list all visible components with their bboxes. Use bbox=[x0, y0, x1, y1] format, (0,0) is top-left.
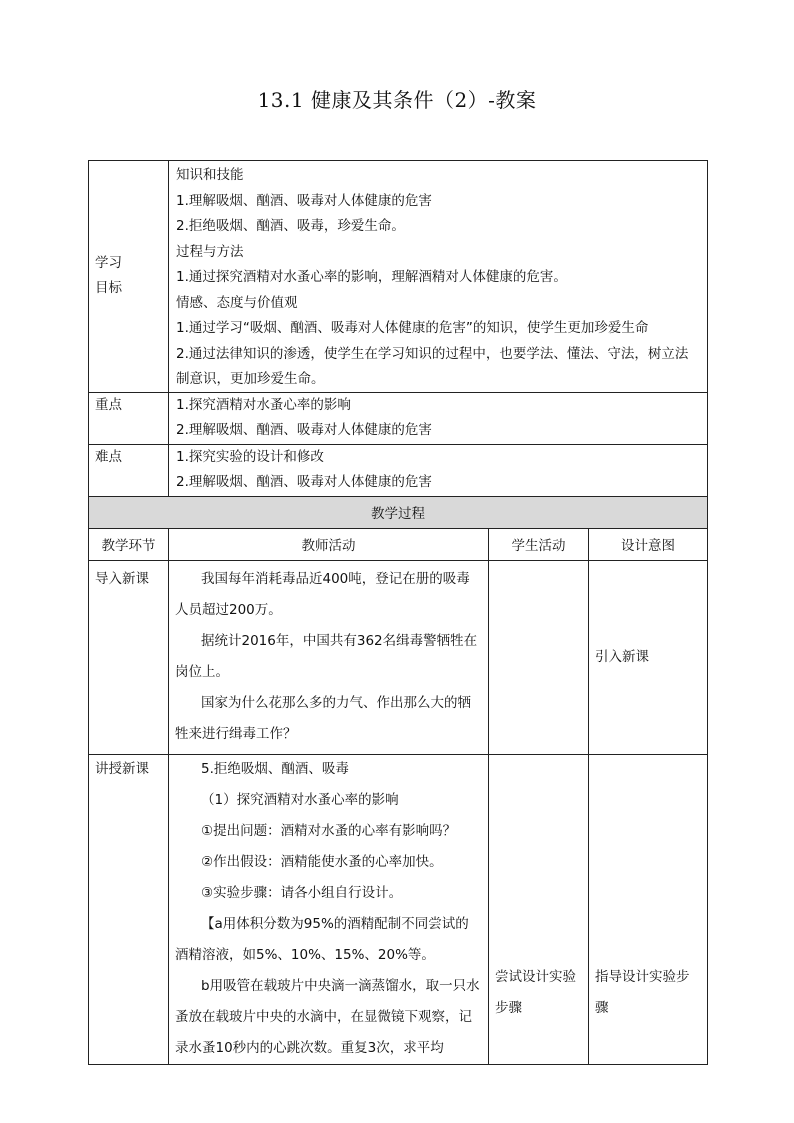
process-header-row bbox=[89, 496, 708, 528]
difficulties-label-cell bbox=[89, 444, 169, 496]
lecture-teacher-paragraph: b用吸管在载玻片中央滴一滴蒸馏水，取一只水蚤放在载玻片中央的水滴中，在显微镜下观察，记录水蚤10秒内的心跳次数。重复3次，求平均 bbox=[175, 977, 480, 1056]
key-points-row bbox=[89, 392, 708, 444]
lecture-teacher-paragraph: ②作出假设：酒精能使水蚤的心率加快。 bbox=[201, 853, 443, 870]
goals-content bbox=[169, 161, 708, 393]
lecture-teacher-paragraph: （1）探究酒精对水蚤心率的影响 bbox=[201, 791, 399, 808]
goals-label-cell bbox=[89, 161, 169, 393]
lecture-teacher-paragraph: 【a用体积分数为95%的酒精配制不同尝试的酒精溶液，如5%、10%、15%、20%等。 bbox=[175, 915, 469, 963]
column-header-student: 学生活动 bbox=[489, 528, 589, 560]
lecture-student: 尝试设计实验步骤 bbox=[495, 968, 576, 1016]
intro-teacher-paragraph: 我国每年消耗毒品近400吨，登记在册的吸毒人员超过200万。 bbox=[175, 570, 470, 618]
intro-teacher-cell bbox=[169, 560, 489, 754]
process-header: 教学过程 bbox=[89, 496, 708, 528]
intro-intent: 引入新课 bbox=[595, 648, 649, 665]
goals-line: 2.通过法律知识的渗透，使学生在学习知识的过程中，也要学法、懂法、守法，树立法制意识，更加珍爱生命。 bbox=[176, 345, 689, 387]
lesson-plan-table bbox=[88, 160, 708, 1065]
key-point-line: 1.探究酒精对水蚤心率的影响 bbox=[176, 396, 351, 413]
difficulties-content bbox=[169, 444, 708, 496]
lecture-teacher-paragraph: 5.拒绝吸烟、酗酒、吸毒 bbox=[201, 760, 349, 777]
intro-stage: 导入新课 bbox=[95, 570, 149, 587]
lecture-row bbox=[89, 754, 708, 1064]
lecture-teacher-paragraph: ③实验步骤：请各小组自行设计。 bbox=[201, 884, 403, 901]
goals-label: 学习目标 bbox=[95, 255, 122, 297]
page-title: 13.1 健康及其条件（2）-教案 bbox=[257, 88, 537, 112]
lecture-student-cell bbox=[489, 754, 589, 1064]
intro-teacher-paragraph: 国家为什么花那么多的力气、作出那么大的牺牲来进行缉毒工作？ bbox=[175, 694, 471, 742]
lecture-teacher-cell bbox=[169, 754, 489, 1064]
key-points-label-cell bbox=[89, 392, 169, 444]
difficulties-row bbox=[89, 444, 708, 496]
goals-line: 1.理解吸烟、酗酒、吸毒对人体健康的危害 bbox=[176, 192, 432, 209]
goals-line: 过程与方法 bbox=[176, 243, 244, 260]
intro-intent-cell bbox=[589, 560, 708, 754]
goals-line: 知识和技能 bbox=[176, 167, 244, 183]
lecture-teacher-paragraph: ①提出问题：酒精对水蚤的心率有影响吗？ bbox=[201, 822, 457, 839]
difficulty-line: 2.理解吸烟、酗酒、吸毒对人体健康的危害 bbox=[176, 474, 432, 490]
goals-row bbox=[89, 161, 708, 393]
intro-stage-cell bbox=[89, 560, 169, 754]
intro-teacher-paragraph: 据统计2016年，中国共有362名缉毒警牺牲在岗位上。 bbox=[175, 632, 478, 680]
lecture-intent-cell bbox=[589, 754, 708, 1064]
goals-line: 1.通过探究酒精对水蚤心率的影响，理解酒精对人体健康的危害。 bbox=[176, 269, 567, 285]
lecture-stage-cell bbox=[89, 754, 169, 1064]
key-points-content bbox=[169, 392, 708, 444]
intro-row bbox=[89, 560, 708, 754]
key-points-label: 重点 bbox=[95, 396, 122, 413]
lecture-intent: 指导设计实验步骤 bbox=[595, 968, 690, 1016]
column-header-teacher: 教师活动 bbox=[169, 528, 489, 560]
column-header-row bbox=[89, 528, 708, 560]
goals-line: 2.拒绝吸烟、酗酒、吸毒，珍爱生命。 bbox=[176, 218, 405, 234]
column-header-stage: 教学环节 bbox=[89, 528, 169, 560]
difficulty-line: 1.探究实验的设计和修改 bbox=[176, 448, 324, 465]
goals-line: 1.通过学习“吸烟、酗酒、吸毒对人体健康的危害”的知识，使学生更加珍爱生命 bbox=[176, 320, 649, 336]
difficulties-label: 难点 bbox=[95, 448, 122, 465]
column-header-intent: 设计意图 bbox=[589, 528, 708, 560]
intro-student-cell bbox=[489, 560, 589, 754]
lecture-stage: 讲授新课 bbox=[95, 760, 149, 777]
key-point-line: 2.理解吸烟、酗酒、吸毒对人体健康的危害 bbox=[176, 422, 432, 438]
goals-line: 情感、态度与价值观 bbox=[176, 294, 298, 311]
